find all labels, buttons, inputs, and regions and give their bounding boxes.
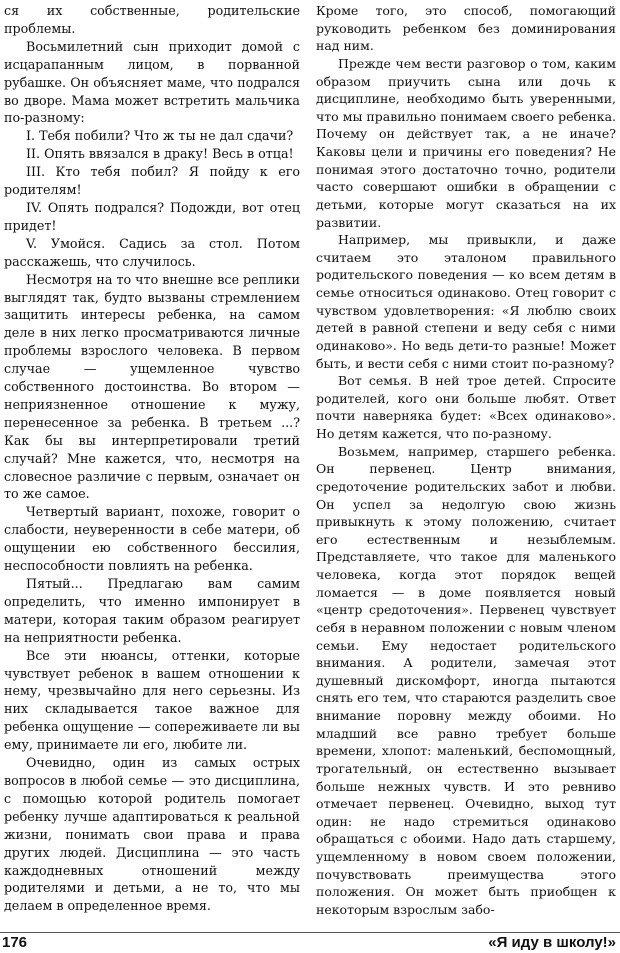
paragraph: ся их собственные, родительские проблемы. — [4, 3, 300, 36]
paragraph: Очевидно, один из самых острых вопросов в любой семье — это дисциплина, с помощью которой родитель помогает ребенку лучше адаптироваться к реальной жизни, понимать свои права и права других людей. Дисциплина — это часть каждодневных отношений между родителями и детьми, а не то, что мы делаем в определенное время. — [4, 755, 300, 914]
paragraph: Например, мы привыкли, и даже считаем это эталоном правильного родительского поведения — ко всем детям в семье относиться одинаково. Отец говорит с чувством удовлетворения: «Я люблю своих детей в равной степени и веду себя с ними одинаково». Но ведь дети-то разные! Может быть, и вести себя с ними стоит по-разному? — [316, 232, 616, 371]
footer-rule — [0, 932, 620, 933]
left-text-column — [4, 2, 300, 915]
paragraph: Восьмилетний сын приходит домой с исцарапанным лицом, в порванной рубашке. Он объясняет маме, что подрался во дворе. Мама может встретить мальчика по-разному: — [4, 38, 300, 126]
paragraph: Кроме того, это способ, помогающий руководить ребенком без доминирования над ним. — [316, 3, 616, 54]
right-text-column — [316, 2, 616, 919]
paragraph: Возьмем, например, старшего ребенка. Он первенец. Центр внимания, средоточение родительских забот и любви. Он успел за недолгую свою жизнь привыкнуть к этому положению, считает его естественным и незыблемым. Представляете, что такое для маленького человека, когда этот порядок вещей ломается — в доме появляется новый «центр средоточения». Первенец чувствует себя в неравном положении с новым членом семьи. Ему недостает родительского внимания. А родители, замечая этот душевный дискомфорт, иногда пытаются снять его тем, что стараются разделить свое внимание поровну между обоими. Но младший все равно требует больше времени, хлопот: маленький, беспомощный, трогательный, он естественно вызывает больше нежных чувств. И это ревниво отмечает первенец. Очевидно, выход тут один: не надо стремиться одинаково обращаться с обоими. Надо дать старшему, ущемленному в новом своем положении, почувствовать преимущества этого положения. Он может быть приобщен к некоторым взрослым забо- — [316, 443, 616, 917]
running-title: «Я иду в школу!» — [488, 934, 616, 951]
paragraph: II. Опять ввязался в драку! Весь в отца! — [26, 146, 294, 162]
paragraph: Несмотря на то что внешне все реплики выглядят так, будто вызваны стремлением защитить интересы ребенка, на самом деле в них легко просматриваются личные проблемы взрослого человека. В первом случае — ущемленное чувство собственного достоинства. Во втором — неприязненное отношение к мужу, перенесенное за ребенка. В третьем ...? Как бы вы интерпретировали третий случай? Мне кажется, что, несмотря на словесное различие с первым, означает он то же самое. — [4, 271, 300, 502]
paragraph: I. Тебя побили? Что ж ты не дал сдачи? — [26, 128, 294, 144]
paragraph: V. Умойся. Садись за стол. Потом расскажешь, что случилось. — [4, 235, 300, 269]
paragraph: Пятый... Предлагаю вам самим определить, что именно импонирует в матери, которая таким образом реагирует на неприятности ребенка. — [4, 576, 300, 645]
paragraph: IV. Опять подрался? Подожди, вот отец придет! — [4, 199, 300, 233]
paragraph: Вот семья. В ней трое детей. Спросите родителей, кого они больше любят. Ответ почти наверняка будет: «Всех одинаково». Но детям кажется, что по-разному. — [316, 373, 616, 441]
paragraph: Все эти нюансы, оттенки, которые чувствует ребенок в вашем отношении к нему, чрезвычайно для него серьезны. Из них складывается такое важное для ребенка ощущение — сопереживаете ли вы ему, принимаете ли его, любите ли. — [4, 647, 300, 753]
page-number: 176 — [2, 934, 28, 951]
paragraph: Прежде чем вести разговор о том, каким образом приучить сына или дочь к дисциплине, необходимо быть уверенными, что мы правильно понимаем своего ребенка. Почему он действует так, а не иначе? Каковы цели и причины его поведения? Не понимая этого достаточно точно, родители часто совершают ошибки в обращении с детьми, которые могут сказаться на их развитии. — [316, 55, 616, 230]
paragraph: III. Кто тебя побил? Я пойду к его родителям! — [4, 164, 300, 198]
paragraph: Четвертый вариант, похоже, говорит о слабости, неуверенности в себе матери, об ощущении ею собственного бессилия, неспособности повлиять на ребенка. — [4, 504, 300, 574]
